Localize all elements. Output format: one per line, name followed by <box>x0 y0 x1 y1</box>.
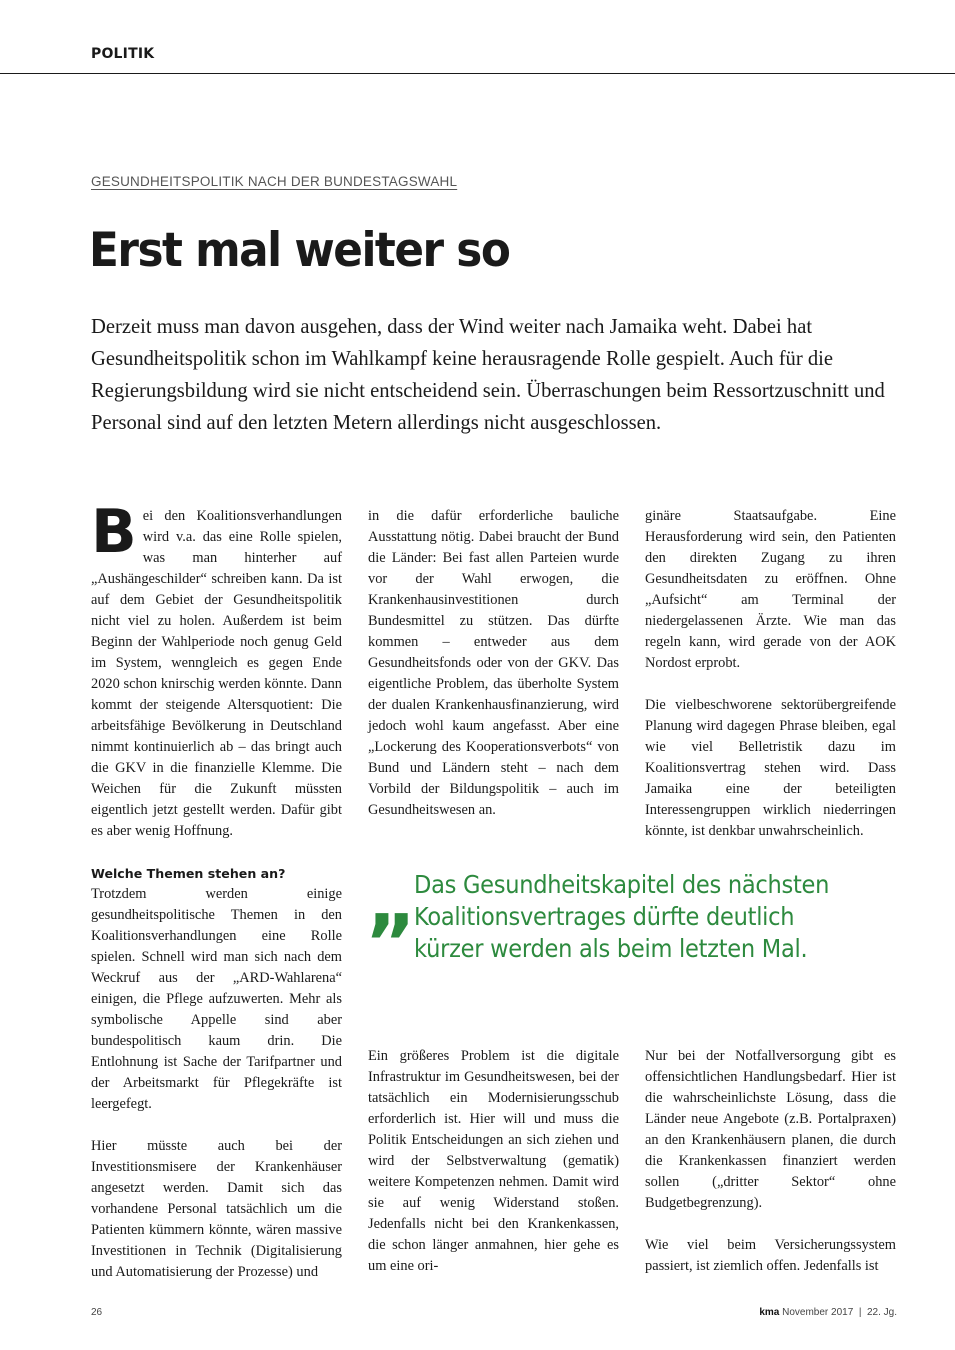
article-kicker: GESUNDHEITSPOLITIK NACH DER BUNDESTAGSWAHL <box>91 174 458 189</box>
paragraph <box>91 497 342 842</box>
paragraph-text: Wie viel beim Versicherungssystem passiert, ist ziemlich offen. Jedenfalls ist <box>645 1237 896 1274</box>
brand-logo: kma <box>759 1307 780 1318</box>
quote-mark-icon: „ <box>366 857 412 947</box>
column-1 <box>91 497 342 1283</box>
article-title: Erst mal weiter so <box>89 223 510 278</box>
paragraph-text: Ein größeres Problem ist die digitale Infrastruktur im Gesundheitswesen, bei der tatsächlich ein Modernisierungsschub erforderlich ist. Hier will und muss die Politik Entscheidungen an sich ziehen und wird der Selbstverwaltung (gematik) weitere Kompetenzen nehmen. Damit wird sie auf wenig Widerstand stoßen. Jedenfalls nicht bei den Krankenkassen, die schon länger anmahnen, hier gehe es um eine ori- <box>368 1048 619 1274</box>
article-lead: Derzeit muss man davon ausgehen, dass der Wind weiter nach Jamaika weht. Dabei hat Gesundheitspolitik schon im Wahlkampf keine herausragende Rolle gespielt. Auch für die Regierungsbildung wird sie nicht entscheidend sein. Überraschungen beim Ressortzuschnitt und Personal sind auf den letzten Metern allerdings nicht ausgeschlossen. <box>91 316 885 434</box>
subhead-block <box>91 863 342 1115</box>
footer-issue <box>759 1307 897 1318</box>
column-3-top <box>645 506 896 842</box>
section-subheading: Welche Themen stehen an? <box>91 866 286 881</box>
paragraph-text: Hier müsste auch bei der Investitionsmisere der Krankenhäuser angesetzt werden. Damit sich das vorhandene Personal tatsächlich um die Patienten kümmern könnte, wären massive Investitionen in Technik (Digitalisierung und Automatisierung der Prozesse) und <box>91 1138 342 1280</box>
paragraph-text: ei den Koalitionsverhandlungen wird v.a. das eine Rolle spielen, was man hinterher auf „Aushängeschilder“ schreiben kann. Da ist auf dem Gebiet der Gesundheitspolitik nicht viel zu holen. Außerdem ist beim Beginn der Wahlperiode noch genug Geld im System, wenngleich es gegen Ende 2020 schon knirschig werden könnte. Dann kommt der steigende Altersquotient: Die arbeitsfähige Bevölkerung in Deutschland nimmt kontinuierlich ab – das bringt auch die GKV in die finanzielle Klemme. Die Weichen für die Zukunft müssten eigentlich jetzt gestellt werden. Dafür gibt es aber wenig Hoffnung. <box>91 508 342 839</box>
column-3-bottom <box>645 1046 896 1277</box>
paragraph-text: Trotzdem werden einige gesundheitspolitische Themen in den Koalitionsverhandlungen eine Rolle spielen. Schnell wird man sich nach dem Weckruf aus der „ARD-Wahlarena“ einigen, die Pflege aufzuwerten. Mehr als symbolische Appelle sind aber bundespolitisch kaum drin. Die Entlohnung ist Sache der Tarifpartner und der Arbeitsmarkt für Pflegekräfte ist leergefegt. <box>91 886 342 1112</box>
drop-cap: B <box>91 497 137 567</box>
page-number: 26 <box>91 1307 103 1318</box>
page-header <box>0 0 955 74</box>
paragraph-text: in die dafür erforderliche bauliche Ausstattung nötig. Dabei braucht der Bund die Länder: Bei fast allen Parteien wurde vor der Wahl erwogen, die Krankenhausinvestitionen durch Bundesmittel zu stützen. Das dürfte kommen – entweder aus dem Gesundheitsfonds oder von der GKV. Das eigentliche Problem, das überholte System der dualen Krankenhausfinanzierung, wird jedoch wohl kaum angefasst. Aber eine „Lockerung des Kooperationsverbots“ von Bund und Ländern steht – nach dem Vorbild der Bildungspolitik – auch im Gesundheitswesen an. <box>368 508 619 818</box>
paragraph-text: ginäre Staatsaufgabe. Eine Herausforderung wird sein, den Patienten den direkten Zugang zu ihren Gesundheitsdaten zu eröffnen. Ohne „Aufsicht“ am Terminal der niedergelassenen Ärzte. Wie man das regeln kann, wird gerade von der AOK Nordost erprobt. <box>645 508 896 671</box>
paragraph-text: Nur bei der Notfallversorgung gibt es offensichtlichen Handlungsbedarf. Hier ist die wahrscheinlichste Lösung, dass die Länder neue Angebote (z.B. Portalpraxen) an den Krankenhäusern planen, die durch die Krankenkassen finanziert werden sollen („dritter Sektor“ ohne Budgetbegrenzung). <box>645 1048 896 1211</box>
section-label: POLITIK <box>91 46 155 62</box>
pull-quote-text: Das Gesundheitskapitel des nächsten Koalitionsvertrages dürfte deutlich kürzer werden als beim letzten Mal. <box>414 870 830 963</box>
issue-info: November 2017 | 22. Jg. <box>782 1307 897 1318</box>
column-2-bottom <box>368 1046 619 1277</box>
column-2-top <box>368 506 619 821</box>
paragraph-text: Die vielbeschworene sektorübergreifende Planung wird dagegen Phrase bleiben, egal wie viel Belletristik dazu im Koalitionsvertrag stehen wird. Dass Jamaika eine der beteiligten Interessengruppen wirklich niederringen könnte, ist denkbar unwahrscheinlich. <box>645 697 896 839</box>
